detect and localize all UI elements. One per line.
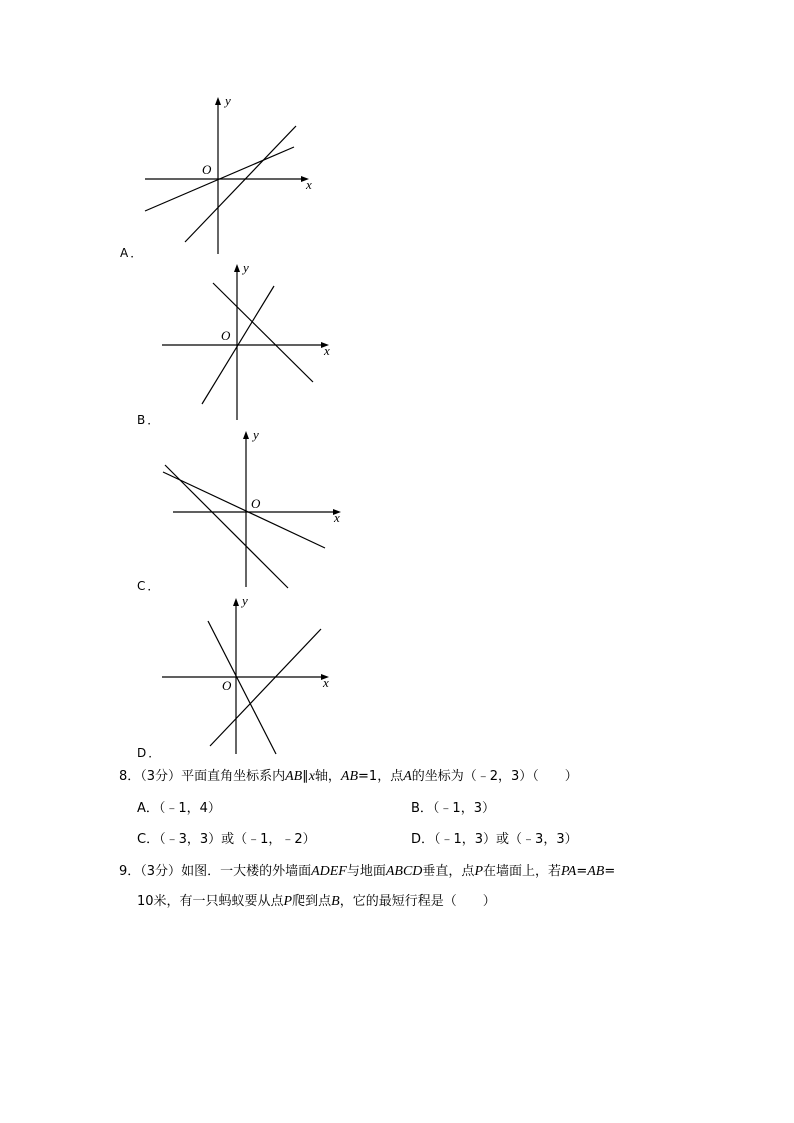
line-1: [163, 472, 325, 548]
option-c-letter[interactable]: C．: [137, 579, 162, 593]
x-axis-label: x: [324, 343, 330, 358]
question-9-stem-line-2: 10米，有一只蚂蚁要从点P爬到点B，它的最短行程是（ ）: [137, 894, 496, 909]
origin-label: O: [222, 678, 232, 693]
graph-option-a: [140, 90, 330, 260]
question-8-option-a[interactable]: A．（﹣1，4）: [137, 801, 221, 816]
origin-label: O: [221, 328, 231, 343]
y-axis-label: y: [243, 260, 249, 275]
x-axis-label: x: [323, 675, 329, 690]
graph-option-c: [158, 425, 350, 595]
question-8-option-b[interactable]: B．（﹣1，3）: [411, 801, 495, 816]
graph-option-b: [155, 258, 340, 428]
y-axis-arrow: [234, 264, 240, 272]
y-axis-label: y: [225, 93, 231, 108]
question-8-option-c[interactable]: C．（﹣3，3）或（﹣1，﹣2）: [137, 832, 316, 847]
option-b-letter[interactable]: B．: [137, 413, 162, 427]
question-9-stem-line-1: 9．（3分）如图．一大楼的外墙面ADEF与地面ABCD垂直，点P在墙面上，若PA=AB=: [119, 864, 616, 879]
origin-label: O: [202, 162, 212, 177]
graph-option-d: [155, 592, 340, 762]
x-axis-label: x: [334, 510, 340, 525]
origin-label: O: [251, 496, 261, 511]
question-score: （3分）: [140, 769, 182, 784]
y-axis-arrow: [233, 598, 239, 606]
line-2: [185, 126, 296, 242]
x-axis-label: x: [306, 177, 312, 192]
line-2: [165, 465, 288, 588]
y-axis-label: y: [253, 427, 259, 442]
option-a-letter[interactable]: A．: [120, 246, 145, 260]
question-score: （3分）: [140, 864, 182, 879]
y-axis-label: y: [242, 593, 248, 608]
y-axis-arrow: [243, 431, 249, 439]
option-d-letter[interactable]: D．: [137, 746, 163, 760]
y-axis-arrow: [215, 97, 221, 105]
question-number: 9．: [119, 864, 141, 879]
question-number: 8．: [119, 769, 141, 784]
question-8-option-d[interactable]: D．（﹣1，3）或（﹣3，3）: [411, 832, 578, 847]
question-8-stem: 8．（3分）平面直角坐标系内AB∥x轴，AB=1，点A的坐标为（﹣2，3）（ ）: [119, 769, 578, 784]
